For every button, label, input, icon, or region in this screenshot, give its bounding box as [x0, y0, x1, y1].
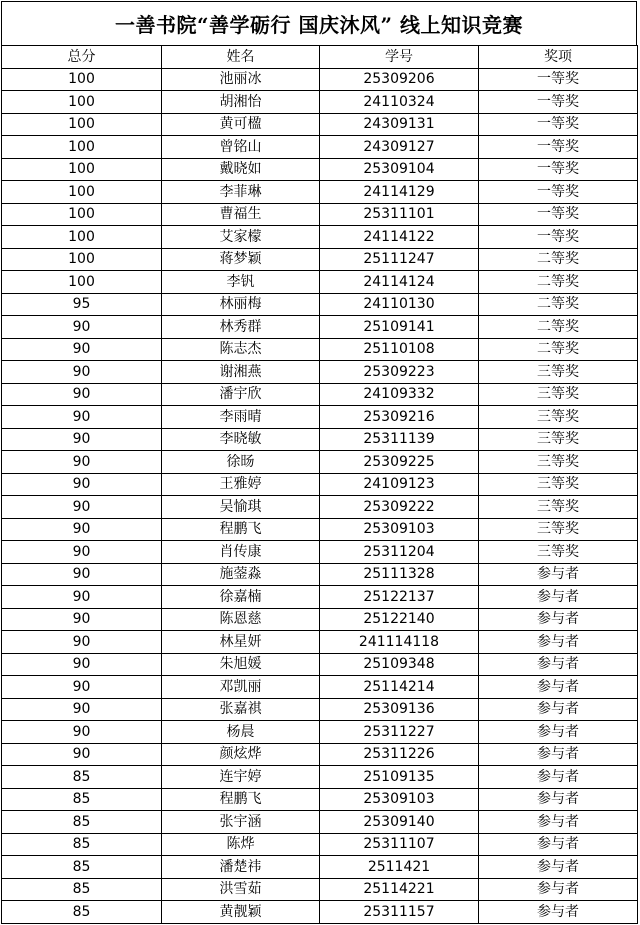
- score-cell: 100: [2, 181, 162, 204]
- score-cell: 100: [2, 68, 162, 91]
- score-cell: 85: [2, 856, 162, 879]
- student-id-cell: 241114118: [320, 631, 479, 654]
- student-id-cell: 25311107: [320, 833, 479, 856]
- table-row: [2, 743, 638, 766]
- name-cell: 曾铭山: [162, 136, 320, 159]
- score-cell: 90: [2, 721, 162, 744]
- award-cell: 参与者: [479, 676, 638, 699]
- table-row: [2, 676, 638, 699]
- name-cell: 吴愉琪: [162, 496, 320, 519]
- name-cell: 黄可楹: [162, 113, 320, 136]
- award-cell: 三等奖: [479, 518, 638, 541]
- header-row: [2, 46, 638, 69]
- award-cell: 三等奖: [479, 361, 638, 384]
- name-cell: 徐嘉楠: [162, 586, 320, 609]
- award-cell: 三等奖: [479, 451, 638, 474]
- table-row: [2, 563, 638, 586]
- student-id-cell: 25309216: [320, 406, 479, 429]
- score-cell: 90: [2, 473, 162, 496]
- award-cell: 一等奖: [479, 181, 638, 204]
- name-cell: 曹福生: [162, 203, 320, 226]
- score-cell: 100: [2, 203, 162, 226]
- student-id-cell: 25309103: [320, 788, 479, 811]
- student-id-cell: 25122137: [320, 586, 479, 609]
- student-id-cell: 25109348: [320, 653, 479, 676]
- table-row: [2, 518, 638, 541]
- score-cell: 90: [2, 653, 162, 676]
- score-cell: 90: [2, 608, 162, 631]
- name-cell: 艾家檬: [162, 226, 320, 249]
- score-cell: 95: [2, 293, 162, 316]
- award-cell: 一等奖: [479, 136, 638, 159]
- name-cell: 潘楚祎: [162, 856, 320, 879]
- score-cell: 90: [2, 383, 162, 406]
- student-id-cell: 25111247: [320, 248, 479, 271]
- award-cell: 三等奖: [479, 496, 638, 519]
- name-cell: 颜炫烨: [162, 743, 320, 766]
- award-cell: 参与者: [479, 743, 638, 766]
- award-cell: 三等奖: [479, 406, 638, 429]
- student-id-cell: 25311101: [320, 203, 479, 226]
- student-id-cell: 25309136: [320, 698, 479, 721]
- award-cell: 一等奖: [479, 226, 638, 249]
- award-cell: 二等奖: [479, 316, 638, 339]
- score-cell: 90: [2, 676, 162, 699]
- name-cell: 朱旭媛: [162, 653, 320, 676]
- table-body: [2, 68, 638, 923]
- table-row: [2, 811, 638, 834]
- score-cell: 85: [2, 878, 162, 901]
- table-row: [2, 541, 638, 564]
- table-row: [2, 338, 638, 361]
- score-cell: 90: [2, 316, 162, 339]
- student-id-cell: 24109332: [320, 383, 479, 406]
- table-row: [2, 833, 638, 856]
- score-cell: 85: [2, 833, 162, 856]
- award-cell: 参与者: [479, 721, 638, 744]
- table-row: [2, 631, 638, 654]
- table-row: [2, 496, 638, 519]
- name-cell: 陈志杰: [162, 338, 320, 361]
- award-cell: 二等奖: [479, 271, 638, 294]
- score-cell: 100: [2, 113, 162, 136]
- award-cell: 参与者: [479, 698, 638, 721]
- score-cell: 100: [2, 136, 162, 159]
- header-student-id: 学号: [320, 46, 479, 69]
- name-cell: 林秀群: [162, 316, 320, 339]
- name-cell: 林星妍: [162, 631, 320, 654]
- table-row: [2, 383, 638, 406]
- student-id-cell: 25114214: [320, 676, 479, 699]
- score-cell: 90: [2, 361, 162, 384]
- table-row: [2, 203, 638, 226]
- table-row: [2, 248, 638, 271]
- award-cell: 参与者: [479, 653, 638, 676]
- table-row: [2, 113, 638, 136]
- award-cell: 一等奖: [479, 203, 638, 226]
- award-cell: 参与者: [479, 766, 638, 789]
- name-cell: 谢湘燕: [162, 361, 320, 384]
- student-id-cell: 25110108: [320, 338, 479, 361]
- name-cell: 池丽冰: [162, 68, 320, 91]
- name-cell: 连宇婷: [162, 766, 320, 789]
- score-cell: 90: [2, 451, 162, 474]
- name-cell: 邓凯丽: [162, 676, 320, 699]
- student-id-cell: 25311226: [320, 743, 479, 766]
- score-cell: 85: [2, 766, 162, 789]
- student-id-cell: 25122140: [320, 608, 479, 631]
- results-sheet: [1, 1, 637, 924]
- award-cell: 参与者: [479, 586, 638, 609]
- student-id-cell: 25309225: [320, 451, 479, 474]
- header-score: 总分: [2, 46, 162, 69]
- table-row: [2, 226, 638, 249]
- name-cell: 戴晓如: [162, 158, 320, 181]
- score-cell: 90: [2, 563, 162, 586]
- student-id-cell: 25309206: [320, 68, 479, 91]
- name-cell: 李菲琳: [162, 181, 320, 204]
- award-cell: 参与者: [479, 856, 638, 879]
- table-row: [2, 473, 638, 496]
- name-cell: 潘宇欣: [162, 383, 320, 406]
- score-cell: 90: [2, 428, 162, 451]
- name-cell: 陈恩慈: [162, 608, 320, 631]
- award-cell: 三等奖: [479, 473, 638, 496]
- table-row: [2, 653, 638, 676]
- score-cell: 90: [2, 518, 162, 541]
- table-row: [2, 766, 638, 789]
- table-row: [2, 361, 638, 384]
- table-row: [2, 856, 638, 879]
- student-id-cell: 24114129: [320, 181, 479, 204]
- table-row: [2, 293, 638, 316]
- results-table: [1, 45, 638, 924]
- award-cell: 一等奖: [479, 91, 638, 114]
- header-name: 姓名: [162, 46, 320, 69]
- score-cell: 90: [2, 406, 162, 429]
- table-row: [2, 316, 638, 339]
- name-cell: 李晓敏: [162, 428, 320, 451]
- score-cell: 90: [2, 496, 162, 519]
- student-id-cell: 25311227: [320, 721, 479, 744]
- student-id-cell: 2511421: [320, 856, 479, 879]
- score-cell: 100: [2, 271, 162, 294]
- award-cell: 参与者: [479, 901, 638, 924]
- table-row: [2, 136, 638, 159]
- name-cell: 陈烨: [162, 833, 320, 856]
- table-row: [2, 271, 638, 294]
- sheet-title: 一善书院“善学砺行 国庆沐风” 线上知识竞赛: [1, 1, 637, 45]
- score-cell: 100: [2, 248, 162, 271]
- award-cell: 参与者: [479, 631, 638, 654]
- name-cell: 洪雪茹: [162, 878, 320, 901]
- student-id-cell: 25111328: [320, 563, 479, 586]
- student-id-cell: 25311157: [320, 901, 479, 924]
- award-cell: 一等奖: [479, 158, 638, 181]
- award-cell: 一等奖: [479, 113, 638, 136]
- student-id-cell: 24110324: [320, 91, 479, 114]
- student-id-cell: 25309103: [320, 518, 479, 541]
- score-cell: 85: [2, 811, 162, 834]
- table-row: [2, 878, 638, 901]
- student-id-cell: 24110130: [320, 293, 479, 316]
- name-cell: 胡湘怡: [162, 91, 320, 114]
- name-cell: 张嘉祺: [162, 698, 320, 721]
- table-row: [2, 608, 638, 631]
- score-cell: 85: [2, 901, 162, 924]
- name-cell: 杨晨: [162, 721, 320, 744]
- student-id-cell: 25309104: [320, 158, 479, 181]
- student-id-cell: 25309222: [320, 496, 479, 519]
- award-cell: 参与者: [479, 563, 638, 586]
- score-cell: 100: [2, 226, 162, 249]
- name-cell: 程鹏飞: [162, 788, 320, 811]
- award-cell: 二等奖: [479, 293, 638, 316]
- name-cell: 徐旸: [162, 451, 320, 474]
- student-id-cell: 25114221: [320, 878, 479, 901]
- table-row: [2, 451, 638, 474]
- name-cell: 李雨晴: [162, 406, 320, 429]
- award-cell: 二等奖: [479, 338, 638, 361]
- name-cell: 施蓥淼: [162, 563, 320, 586]
- student-id-cell: 24309131: [320, 113, 479, 136]
- award-cell: 参与者: [479, 788, 638, 811]
- student-id-cell: 25309140: [320, 811, 479, 834]
- name-cell: 张宇涵: [162, 811, 320, 834]
- table-row: [2, 721, 638, 744]
- name-cell: 肖传康: [162, 541, 320, 564]
- award-cell: 参与者: [479, 833, 638, 856]
- score-cell: 85: [2, 788, 162, 811]
- table-row: [2, 586, 638, 609]
- score-cell: 90: [2, 743, 162, 766]
- award-cell: 三等奖: [479, 541, 638, 564]
- score-cell: 100: [2, 91, 162, 114]
- score-cell: 90: [2, 631, 162, 654]
- award-cell: 一等奖: [479, 68, 638, 91]
- award-cell: 参与者: [479, 608, 638, 631]
- score-cell: 90: [2, 586, 162, 609]
- table-row: [2, 91, 638, 114]
- name-cell: 李钒: [162, 271, 320, 294]
- name-cell: 蒋梦颖: [162, 248, 320, 271]
- award-cell: 二等奖: [479, 248, 638, 271]
- name-cell: 黄靓颖: [162, 901, 320, 924]
- student-id-cell: 24114122: [320, 226, 479, 249]
- name-cell: 程鹏飞: [162, 518, 320, 541]
- student-id-cell: 25311139: [320, 428, 479, 451]
- award-cell: 三等奖: [479, 383, 638, 406]
- award-cell: 参与者: [479, 811, 638, 834]
- table-row: [2, 406, 638, 429]
- student-id-cell: 24109123: [320, 473, 479, 496]
- table-row: [2, 788, 638, 811]
- table-row: [2, 68, 638, 91]
- student-id-cell: 25311204: [320, 541, 479, 564]
- student-id-cell: 25309223: [320, 361, 479, 384]
- student-id-cell: 24309127: [320, 136, 479, 159]
- table-row: [2, 428, 638, 451]
- award-cell: 三等奖: [479, 428, 638, 451]
- score-cell: 90: [2, 541, 162, 564]
- name-cell: 林丽梅: [162, 293, 320, 316]
- table-row: [2, 901, 638, 924]
- table-row: [2, 158, 638, 181]
- score-cell: 100: [2, 158, 162, 181]
- header-award: 奖项: [479, 46, 638, 69]
- name-cell: 王雅婷: [162, 473, 320, 496]
- award-cell: 参与者: [479, 878, 638, 901]
- score-cell: 90: [2, 698, 162, 721]
- student-id-cell: 25109141: [320, 316, 479, 339]
- table-row: [2, 698, 638, 721]
- score-cell: 90: [2, 338, 162, 361]
- student-id-cell: 24114124: [320, 271, 479, 294]
- student-id-cell: 25109135: [320, 766, 479, 789]
- table-row: [2, 181, 638, 204]
